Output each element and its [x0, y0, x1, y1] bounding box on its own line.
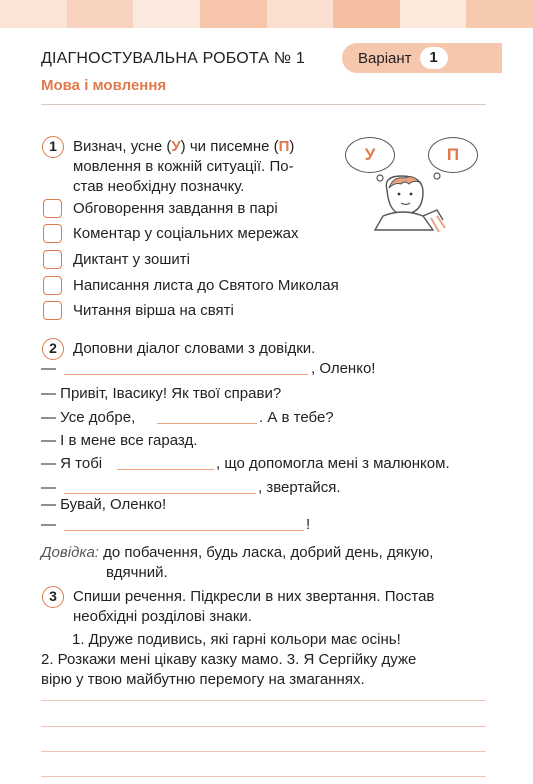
variant-label: Варіант [358, 49, 412, 67]
option-3-label: Диктант у зошиті [73, 251, 190, 268]
thinking-boy-illustration [365, 170, 460, 235]
dialog-blank-4[interactable] [64, 493, 256, 494]
task-2-number: 2 [42, 338, 64, 360]
dialog-line-6-end: , звертайся. [258, 479, 341, 496]
dialog-blank-2[interactable] [157, 423, 257, 424]
checkbox-option-2[interactable] [43, 224, 62, 243]
option-5-label: Читання вірша на святі [73, 302, 234, 319]
answer-line-2[interactable] [41, 726, 486, 727]
task-3-instruction-2: необхідні розділові знаки. [73, 608, 252, 625]
task-1-line-3: став необхідну позначку. [73, 178, 245, 195]
option-1-label: Обговорення завдання в парі [73, 200, 278, 217]
checkbox-option-5[interactable] [43, 301, 62, 320]
task-2-instruction: Доповни діалог словами з довідки. [73, 340, 316, 357]
variant-number: 1 [420, 47, 448, 69]
option-4-label: Написання листа до Святого Миколая [73, 277, 339, 294]
answer-line-1[interactable] [41, 700, 486, 701]
variant-badge [342, 43, 502, 73]
dialog-line-7: — Бувай, Оленко! [41, 496, 167, 513]
dialog-blank-1[interactable] [64, 374, 308, 375]
task-3-text-1: 1. Друже подивись, які гарні кольори має осінь! [72, 631, 401, 648]
task-1-line-1: Визнач, усне (У) чи писемне (П) [73, 138, 295, 155]
dialog-line-1-end: , Оленко! [311, 360, 376, 377]
task-1-number: 1 [42, 136, 64, 158]
task-3-instruction-1: Спиши речення. Підкресли в них звертання. Постав [73, 588, 435, 605]
page-title: ДІАГНОСТУВАЛЬНА РОБОТА № 1 [41, 50, 306, 67]
speech-bubble-oral: У [345, 137, 395, 173]
task-1-line-2: мовлення в кожній ситуації. По- [73, 158, 294, 175]
dialog-line-3-end: . А в тебе? [259, 409, 334, 426]
checkbox-option-1[interactable] [43, 199, 62, 218]
header-divider [41, 104, 486, 105]
hint-line-2: вдячний. [106, 564, 168, 581]
dialog-line-8-end: ! [306, 516, 311, 533]
dialog-blank-5[interactable] [64, 530, 304, 531]
dialog-line-6-dash: — [41, 479, 56, 496]
answer-line-3[interactable] [41, 751, 486, 752]
dialog-blank-3[interactable] [117, 469, 214, 470]
dialog-line-8-dash: — [41, 516, 56, 533]
checkbox-option-3[interactable] [43, 250, 62, 269]
dialog-line-2: — Привіт, Івасику! Як твої справи? [41, 385, 282, 402]
top-color-band [0, 0, 533, 28]
task-3-number: 3 [42, 586, 64, 608]
option-2-label: Коментар у соціальних мережах [73, 225, 299, 242]
answer-line-4[interactable] [41, 776, 486, 777]
task-3-text-3: вірю у твою майбутню перемогу на змаганнях. [41, 671, 365, 688]
page-subtitle: Мова і мовлення [41, 77, 167, 94]
dialog-line-4: — І в мене все гаразд. [41, 432, 198, 449]
dialog-line-3-start: — Усе добре, [41, 409, 136, 426]
hint-label: Довідка: [41, 544, 99, 561]
dialog-line-5-end: , що допомогла мені з малюнком. [216, 455, 450, 472]
dialog-line-1-dash: — [41, 360, 56, 377]
task-3-text-2: 2. Розкажи мені цікаву казку мамо. 3. Я Сергійку дуже [41, 651, 417, 668]
checkbox-option-4[interactable] [43, 276, 62, 295]
dialog-line-5-start: — Я тобі [41, 455, 103, 472]
speech-bubble-written: П [428, 137, 478, 173]
hint-line-1: Довідка: до побачення, будь ласка, добрий день, дякую, [41, 544, 434, 561]
